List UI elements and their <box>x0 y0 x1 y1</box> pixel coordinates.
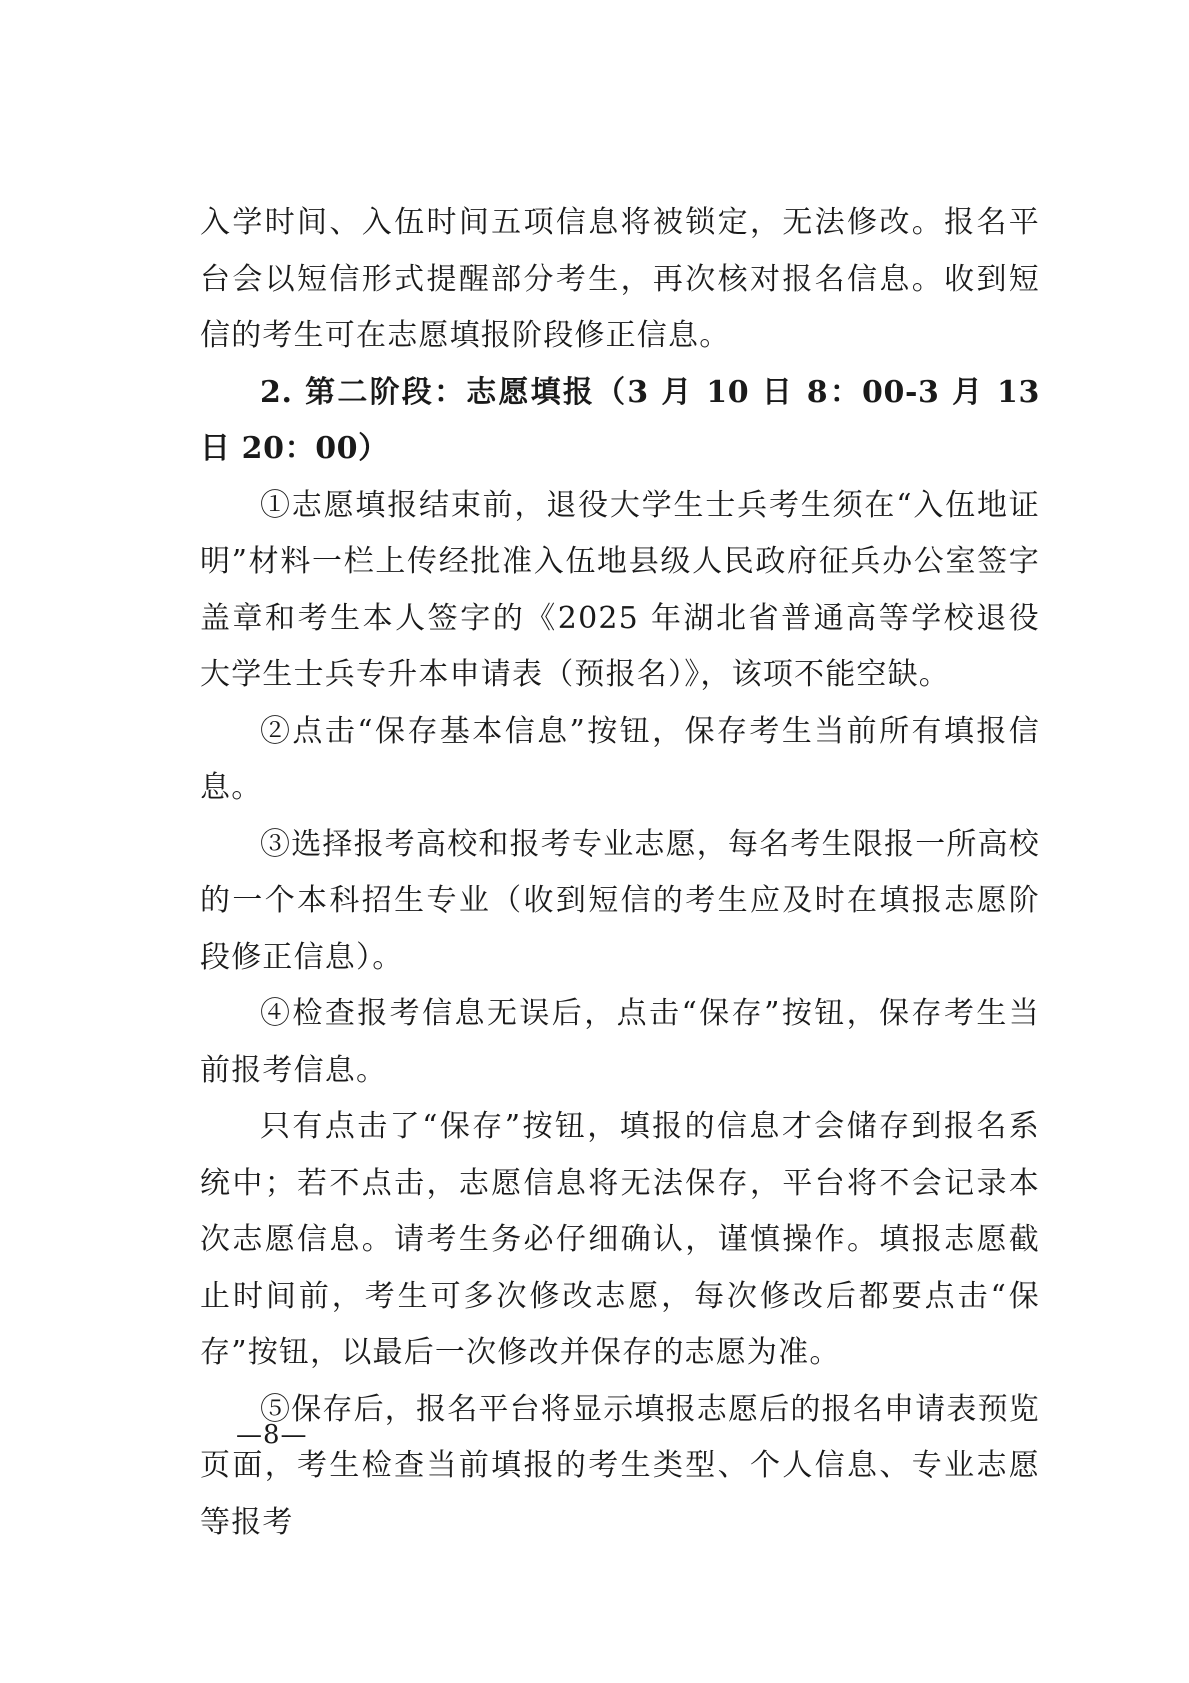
paragraph-step-2: ②点击“保存基本信息”按钮，保存考生当前所有填报信息。 <box>200 713 1040 805</box>
paragraph-step-5: ⑤保存后，报名平台将显示填报志愿后的报名申请表预览页面，考生检查当前填报的考生类型、个人信息、专业志愿等报考 <box>200 1391 1040 1540</box>
paragraph-step-3: ③选择报考高校和报考专业志愿，每名考生限报一所高校的一个本科招生专业（收到短信的考生应及时在填报志愿阶段修正信息）。 <box>200 826 1040 975</box>
paragraph-save-note: 只有点击了“保存”按钮，填报的信息才会储存到报名系统中；若不点击，志愿信息将无法保存，平台将不会记录本次志愿信息。请考生务必仔细确认，谨慎操作。填报志愿截止时间前，考生可多次修改志愿，每次修改后都要点击“保存”按钮，以最后一次修改并保存的志愿为准。 <box>200 1109 1040 1370</box>
paragraph-locked-fields: 入学时间、入伍时间五项信息将被锁定，无法修改。报名平台会以短信形式提醒部分考生，再次核对报名信息。收到短信的考生可在志愿填报阶段修正信息。 <box>200 205 1040 353</box>
section-heading-stage-two: 2. 第二阶段：志愿填报（3 月 10 日 8：00-3 月 13 日 20：00） <box>200 374 1040 466</box>
paragraph-step-4: ④检查报考信息无误后，点击“保存”按钮，保存考生当前报考信息。 <box>200 996 1040 1088</box>
document-body <box>200 195 1040 1551</box>
paragraph-step-1: ①志愿填报结束前，退役大学生士兵考生须在“入伍地证明”材料一栏上传经批准入伍地县级人民政府征兵办公室签字盖章和考生本人签字的《2025 年湖北省普通高等学校退役大学生士兵专升本申请表（预报名）》，该项不能空缺。 <box>200 487 1040 692</box>
page-number: —8— <box>236 1420 308 1450</box>
